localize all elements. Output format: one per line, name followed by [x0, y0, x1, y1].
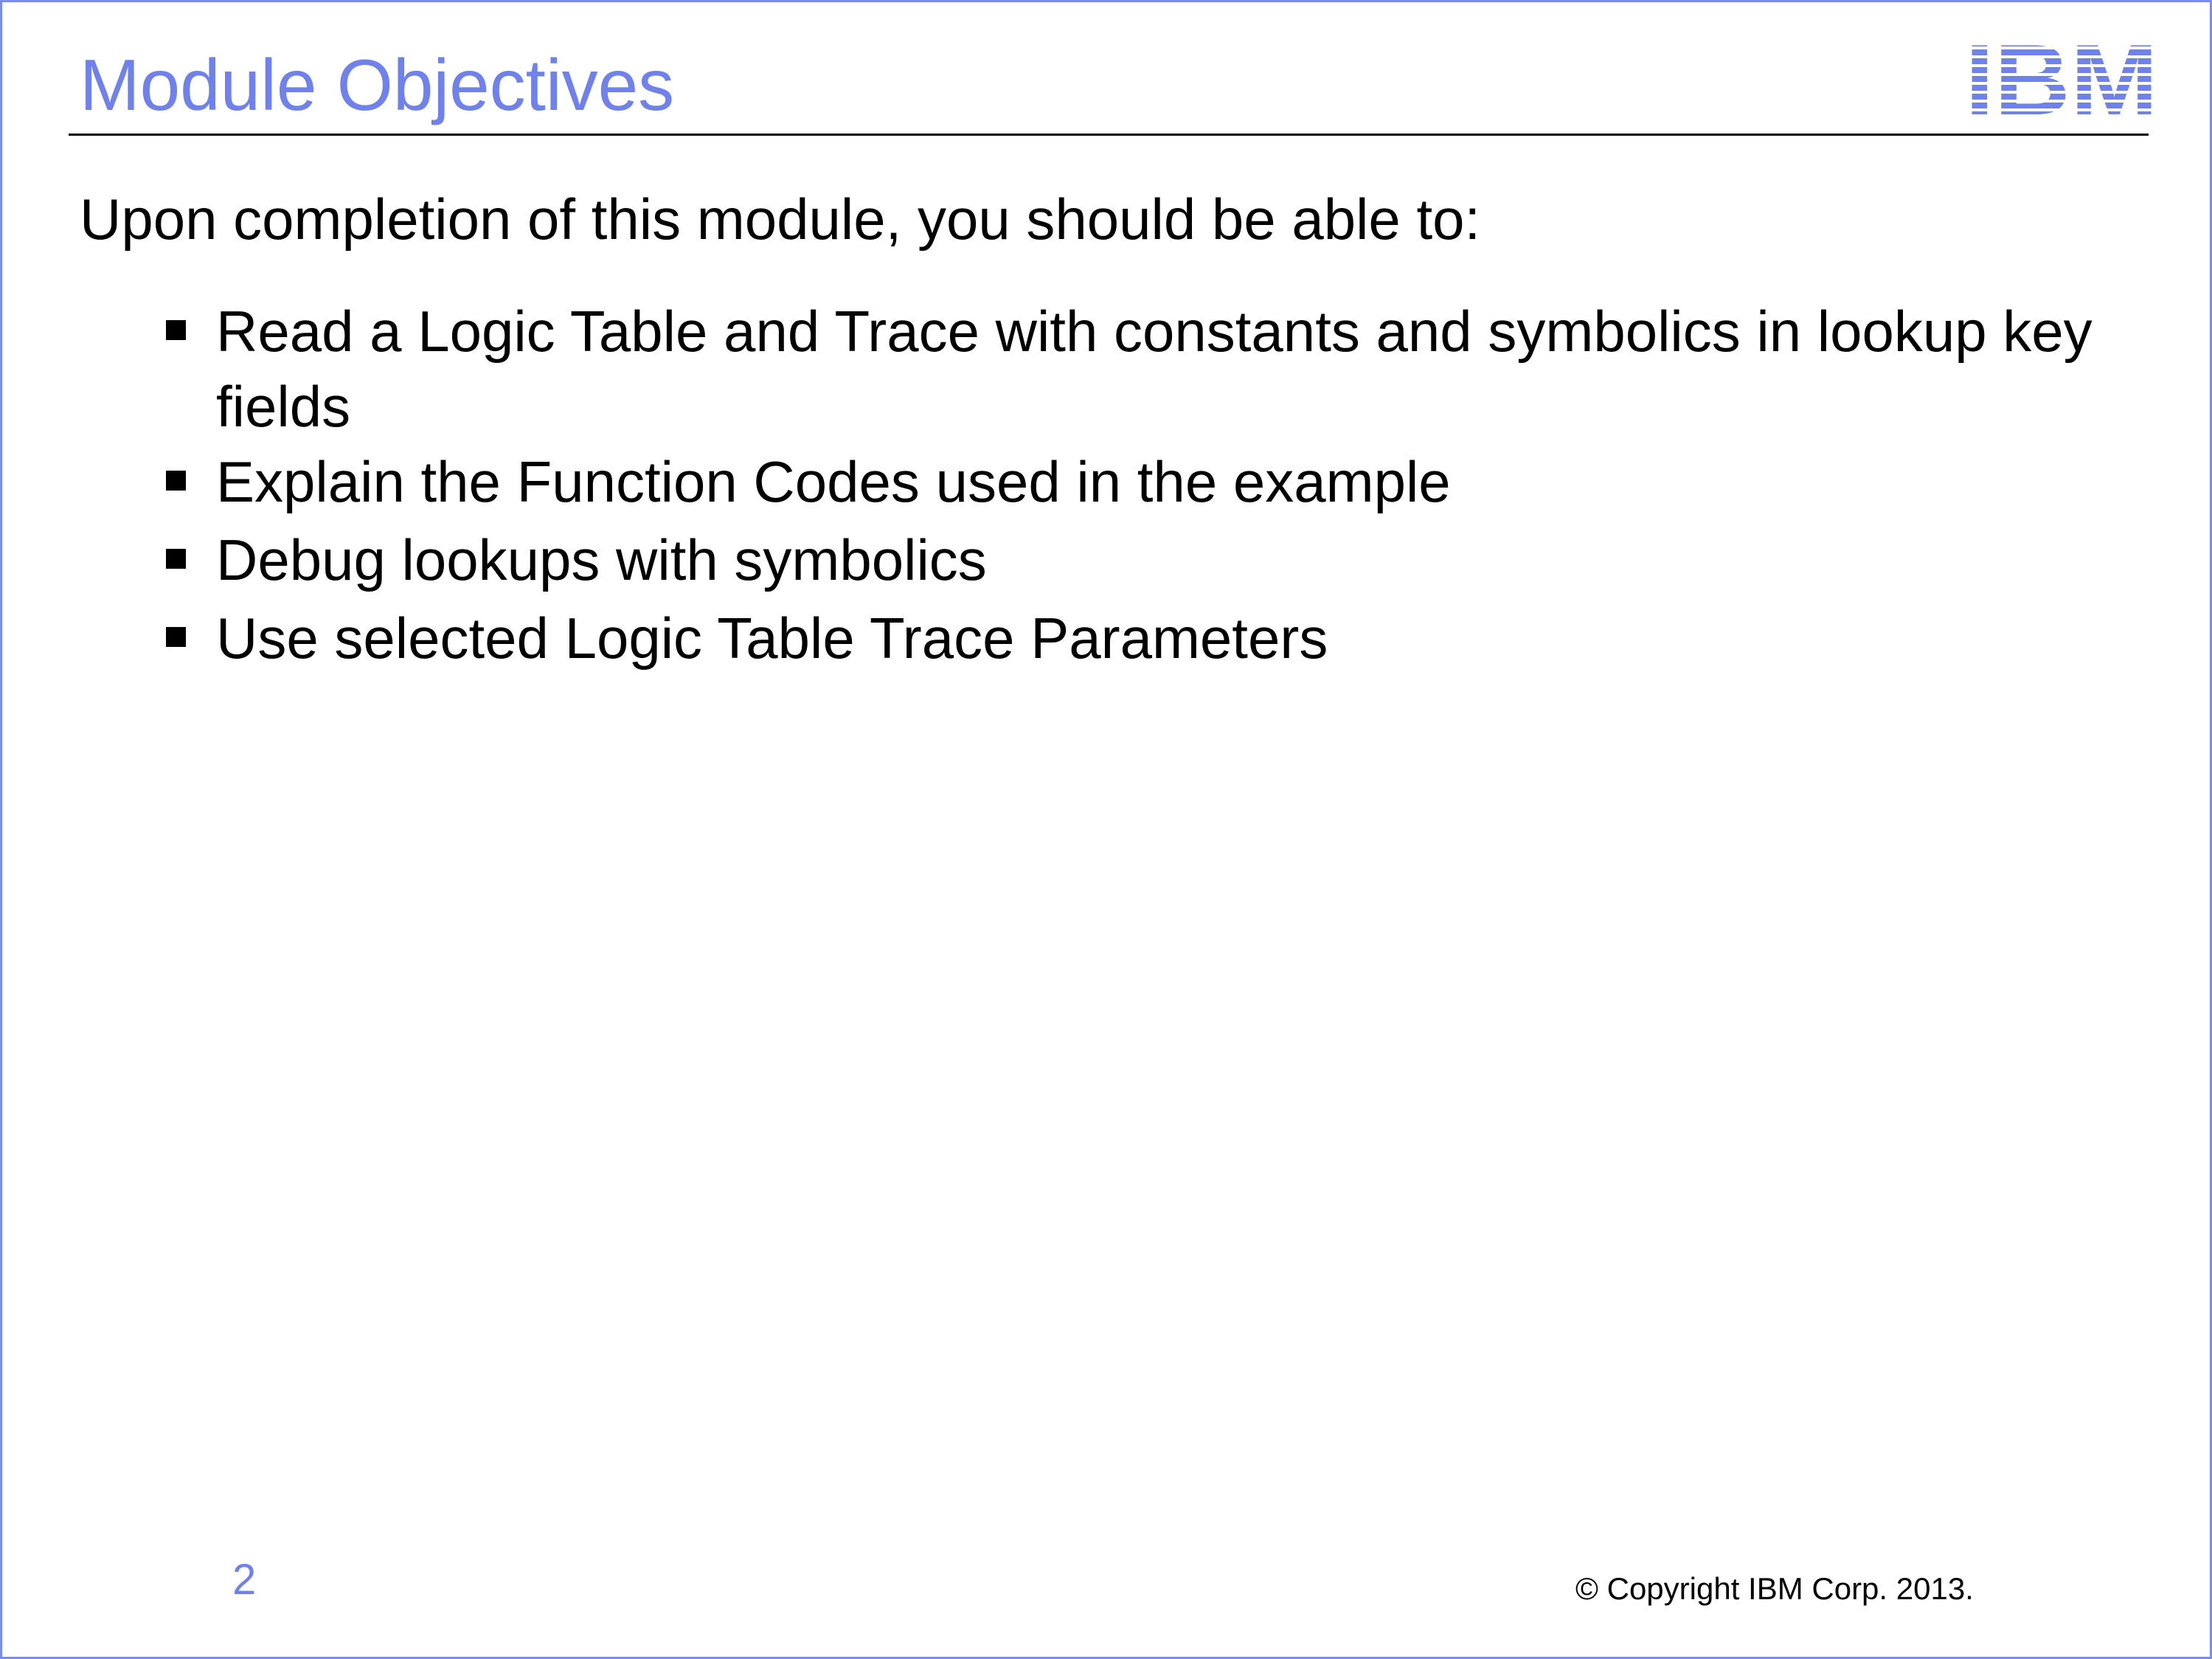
title-divider	[69, 134, 2149, 136]
objective-text: Debug lookups with symbolics	[216, 527, 987, 592]
square-bullet-icon	[166, 627, 186, 647]
slide-title: Module Objectives	[80, 44, 675, 125]
square-bullet-icon	[166, 471, 186, 491]
objective-text: Use selected Logic Table Trace Parameters	[216, 606, 1328, 671]
copyright-notice: © Copyright IBM Corp. 2013.	[1575, 1571, 1974, 1606]
objective-item	[2, 600, 2141, 676]
square-bullet-icon	[166, 549, 186, 569]
objective-text: Explain the Function Codes used in the example	[216, 449, 1451, 514]
objective-item	[2, 444, 2141, 519]
objective-text: Read a Logic Table and Trace with constants and symbolics in lookup key fields	[216, 299, 2093, 439]
objective-item	[2, 522, 2141, 598]
intro-text: Upon completion of this module, you should be able to:	[80, 187, 1481, 252]
page-number: 2	[232, 1556, 257, 1604]
square-bullet-icon	[166, 320, 186, 340]
ibm-logo-icon	[1964, 41, 2160, 119]
objective-item	[2, 294, 2141, 444]
